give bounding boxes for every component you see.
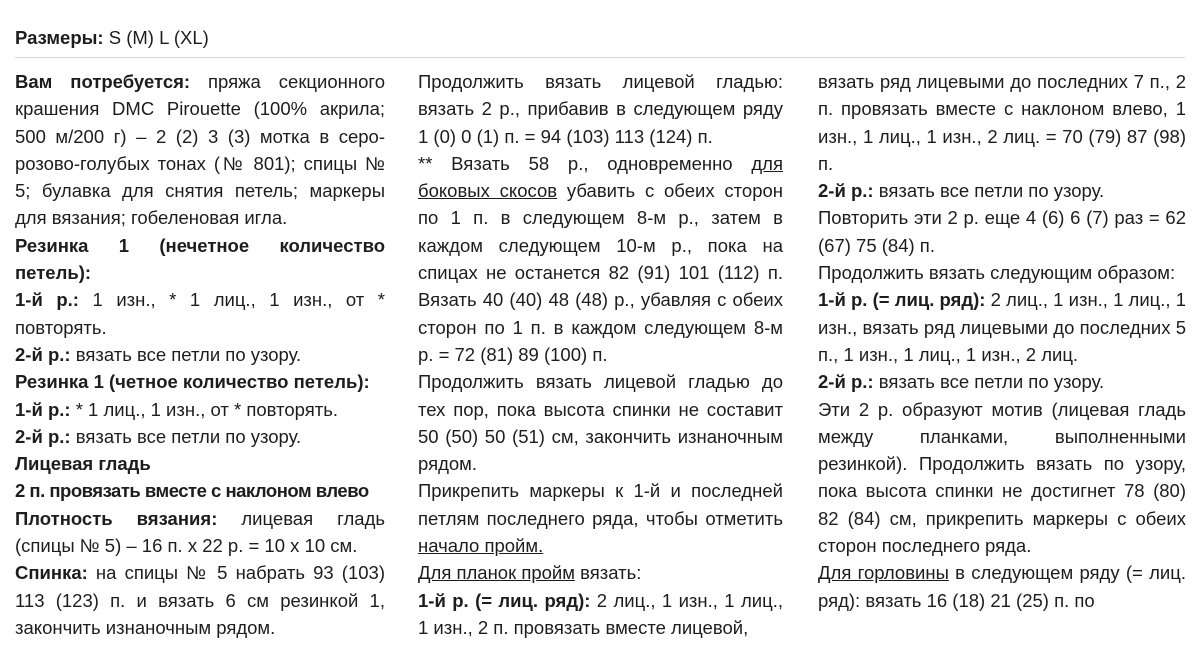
row-label: 2-й р.: (15, 425, 71, 447)
row2-paragraph (818, 177, 1186, 204)
row-label: 2-й р.: (818, 180, 874, 202)
rib1-even-row2 (15, 423, 385, 450)
row-text: вязать все петли по узору. (70, 425, 302, 447)
rib1-odd-row2 (15, 341, 385, 368)
sizes-line (15, 26, 209, 50)
repeat-paragraph: Повторить эти 2 р. еще 4 (6) 6 (7) раз = 62 (67) 75 (84) п. (818, 207, 1186, 256)
sizes-label: Размеры: (15, 27, 104, 48)
row-label: 2-й р.: (15, 343, 71, 365)
back-label: Спинка: (15, 562, 88, 584)
row-label: 1-й р.: (15, 289, 79, 311)
side-decrease-start: ** Вязать 58 р., одновременно (418, 152, 752, 174)
markers-underline: начало пройм. (418, 535, 544, 557)
row-text: 1 изн., * 1 лиц., 1 изн., от * повторять. (15, 289, 385, 338)
materials-paragraph (15, 68, 385, 232)
row-text: вязать все петли по узору. (873, 371, 1105, 393)
markers-paragraph (418, 477, 783, 559)
back-height-paragraph: Продолжить вязать лицевой гладью до тех пор, пока высота спинки не составит 50 (50) 50 (51) см, закончить изнаночным рядом. (418, 371, 783, 475)
text-column-3 (818, 68, 1186, 614)
back-paragraph (15, 559, 385, 641)
gauge-paragraph (15, 505, 385, 560)
row1-continue-paragraph: вязать ряд лицевыми до последних 7 п., 2 п. провязать вместе с наклоном влево, 1 изн., 1 лиц., 1 изн., 2 лиц. = 70 (79) 87 (98) п. (818, 71, 1186, 174)
side-decrease-end: убавить с обеих сторон по 1 п. в следующем 8-м р., затем в каждом следующем 10-м р., пока на спицах не останется 82 (91) 101 (112) п. Вязать 40 (40) 48 (48) р., убавляя с обеих сторон по 1 п. в каждом следующем 8-м р. = 72 (81) 89 (100) п. (418, 180, 783, 365)
sizes-value: S (M) L (XL) (103, 27, 209, 48)
side-decrease-underline: для боковых скосов (418, 152, 783, 202)
row-text: * 1 лиц., 1 изн., от * повторять. (70, 398, 338, 420)
continue-paragraph: Продолжить вязать следующим образом: (818, 262, 1176, 284)
rib1-odd-title: Резинка 1 (нечетное количество петель): (15, 234, 385, 284)
gauge-text: лицевая гладь (спицы № 5) – 16 п. х 22 р. = 10 х 10 см. (15, 507, 386, 557)
side-decrease-paragraph (418, 150, 783, 368)
row-label: 1-й р. (= лиц. ряд): (818, 289, 986, 311)
row-label: 2-й р.: (818, 371, 874, 393)
armhole-bands-paragraph (418, 559, 783, 586)
row-text: 2 лиц., 1 изн., 1 лиц., 1 изн., 2 п. провязать вместе лицевой, (418, 589, 783, 638)
row-label: 1-й р. (= лиц. ряд): (418, 589, 591, 611)
materials-text: пряжа секционного крашения DMC Pirouette (100% акрила; 500 м/200 г) – 2 (2) 3 (3) мотка в серо-розово-голубых тонах (№ 801); спицы № 5; булавка для снятия петель; маркеры для вязания; гобеленовая игла. (15, 71, 385, 229)
armhole-bands-end: вязать: (574, 562, 642, 584)
materials-label: Вам потребуется: (15, 71, 191, 92)
armhole-row1-paragraph (418, 587, 783, 642)
armhole-bands-underline: Для планок пройм (418, 562, 575, 584)
rib1-odd-row1 (15, 286, 385, 341)
text-column-2 (418, 68, 783, 641)
k2tog-left-title: 2 п. провязать вместе с наклоном влево (15, 480, 369, 502)
row-text: вязать все петли по узору. (70, 343, 302, 365)
stockinette-title: Лицевая гладь (15, 453, 151, 475)
motif-row1-paragraph (818, 286, 1186, 368)
rib1-even-title: Резинка 1 (четное количество петель): (15, 371, 370, 393)
neckline-underline: Для горловины (818, 562, 949, 584)
row-text: 2 лиц., 1 изн., 1 лиц., 1 изн., вязать ряд лицевыми до последних 5 п., 1 изн., 1 лиц., 1 изн., 2 лиц. (818, 289, 1186, 365)
back-text: на спицы № 5 набрать 93 (103) 113 (123) п. и вязать 6 см резинкой 1, закончить изнаночным рядом. (15, 562, 385, 638)
header-divider (15, 57, 1185, 58)
gauge-label: Плотность вязания: (15, 507, 218, 529)
text-column-1 (15, 68, 385, 641)
neckline-end: в следующем ряду (= лиц. ряд): вязать 16 (18) 21 (25) п. по (818, 562, 1186, 611)
row-text: вязать все петли по узору. (873, 180, 1105, 202)
motif-row2-paragraph (818, 368, 1186, 395)
stockinette-continue-paragraph: Продолжить вязать лицевой гладью: вязать 2 р., прибавив в следующем ряду 1 (0) 0 (1) п. = 94 (103) 113 (124) п. (418, 71, 783, 147)
neckline-paragraph (818, 559, 1186, 614)
motif-paragraph: Эти 2 р. образуют мотив (лицевая гладь между планками, выполненными резинкой). Продолжить вязать по узору, пока высота спинки не достигнет 78 (80) 82 (84) см, прикрепить маркеры с обеих сторон последнего ряда. (818, 398, 1186, 557)
row-label: 1-й р.: (15, 398, 71, 420)
markers-start: Прикрепить маркеры к 1-й и последней петлям последнего ряда, чтобы отметить (418, 480, 783, 529)
rib1-even-row1 (15, 396, 385, 423)
